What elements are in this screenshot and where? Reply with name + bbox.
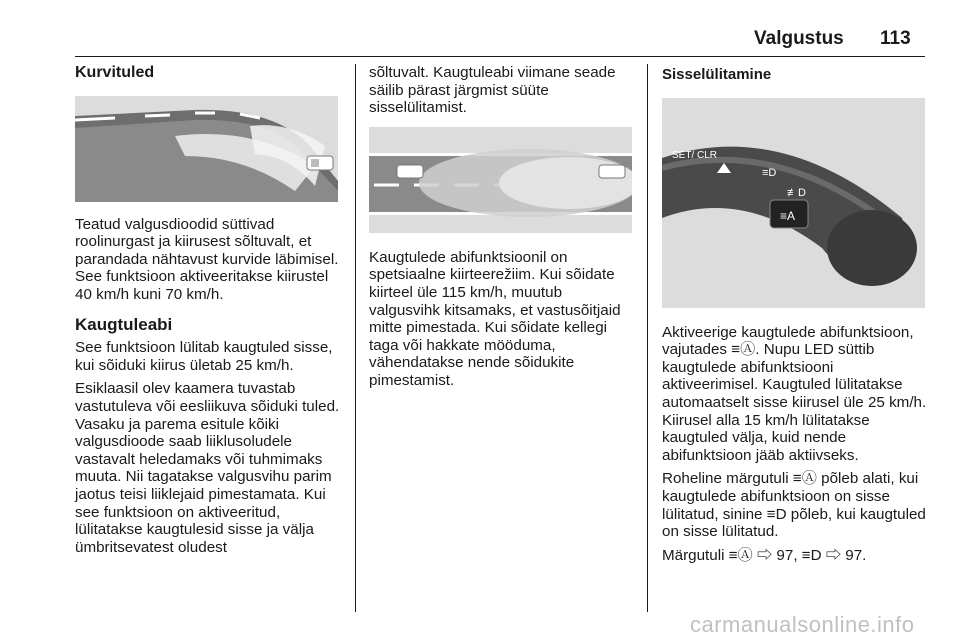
svg-text:≢D: ≢D bbox=[787, 186, 806, 199]
section-heading-kaugtuleabi: Kaugtuleabi bbox=[75, 314, 173, 334]
page-reference-arrow-icon: ⇨ bbox=[825, 546, 842, 564]
page-number: 113 bbox=[880, 28, 911, 49]
page-reference[interactable]: 97 bbox=[845, 546, 863, 564]
paragraph: Märgutuli ≡Ⓐ ⇨ 97, ≡D ⇨ 97. bbox=[662, 546, 867, 564]
paragraph: Aktiveerige kaugtulede abifunktsioon, vajutades ≡Ⓐ. Nupu LED süttib kaugtulede abifunktsiooni aktiveerimisel. Kaugtuled lülitatakse automaatselt sisse kiirusel üle 25 km/h. Kiirusel alla 15 km/h lülitatakse kaugtuled välja, kuid nende abifunktsioon jääb aktiivseks. bbox=[662, 323, 927, 464]
header-rule bbox=[75, 56, 925, 57]
cornering-light-illustration bbox=[75, 96, 338, 202]
paragraph: Teatud valgusdioodid süttivad roolinurgast ja kiirusest sõltuvalt, et parandada nähtavust kurvide läbimisel. See funktsioon aktiveeritakse kiirustel 40 km/h kuni 70 km/h. bbox=[75, 215, 339, 303]
page-reference[interactable]: 97 bbox=[776, 546, 794, 564]
page-header-title: Valgustus bbox=[754, 28, 844, 49]
paragraph: See funktsioon lülitab kaugtuled sisse, kui sõiduki kiirus ületab 25 km/h. bbox=[75, 339, 333, 374]
paragraph: Esiklaasil olev kaamera tuvastab vastutuleva või eesliikuva sõiduki tuled. Vasaku ja parema esitule kõiki valgusdioode saab liiklusoludele vastavalt heledamaks või tuhmimaks muuta. Nii tagatakse valgusvihu parim jaotus teisi liiklejaid pimestamata. Kui see funktsioon on aktiveeritud, lülitatakse kaugtulesid sisse ja välja ümbritsevatest oludest bbox=[75, 380, 340, 556]
column-divider-2 bbox=[647, 64, 648, 612]
svg-text:≡D: ≡D bbox=[762, 166, 777, 179]
paragraph: Roheline märgutuli ≡Ⓐ põleb alati, kui kaugtulede abifunktsioon on sisse lülitatud, sinine ≡D põleb, kui kaugtuled on sisse lülitatud. bbox=[662, 470, 926, 541]
page-reference-arrow-icon: ⇨ bbox=[756, 546, 773, 564]
high-beam-indicator-icon: ≡D bbox=[766, 505, 787, 523]
column-2 bbox=[369, 64, 637, 396]
svg-text:≡A: ≡A bbox=[780, 208, 796, 223]
section-heading-sisselulitamine: Sisselülitamine bbox=[662, 66, 772, 83]
high-beam-indicator-icon: ≡D bbox=[801, 546, 822, 564]
watermark: carmanualsonline.info bbox=[690, 612, 915, 637]
highway-beam-illustration bbox=[369, 127, 632, 233]
column-1 bbox=[75, 64, 343, 562]
column-divider-1 bbox=[355, 64, 356, 612]
high-beam-assist-indicator-icon: ≡Ⓐ bbox=[728, 546, 753, 564]
section-heading-kurvituled: Kurvituled bbox=[75, 64, 155, 81]
high-beam-assist-icon: ≡Ⓐ bbox=[731, 341, 756, 359]
paragraph: Kaugtulede abifunktsioonil on spetsiaalne kiirteerežiim. Kui sõidate kiirteel üle 115 km/h, muutub valgusvihk kitsamaks, et vastusõitjaid mitte pimestada. Kui sõidate kellegi taga või hakkate mööduma, vähendatakse nende sõidukite pimestamist. bbox=[369, 248, 621, 389]
set-clr-label: SET/ CLR bbox=[672, 149, 718, 161]
paragraph: sõltuvalt. Kaugtuleabi viimane seade säilib pärast järgmist süüte sisselülitamist. bbox=[369, 64, 616, 117]
light-stalk-illustration bbox=[662, 98, 925, 308]
high-beam-assist-indicator-icon: ≡Ⓐ bbox=[792, 470, 817, 488]
column-3 bbox=[662, 64, 930, 570]
